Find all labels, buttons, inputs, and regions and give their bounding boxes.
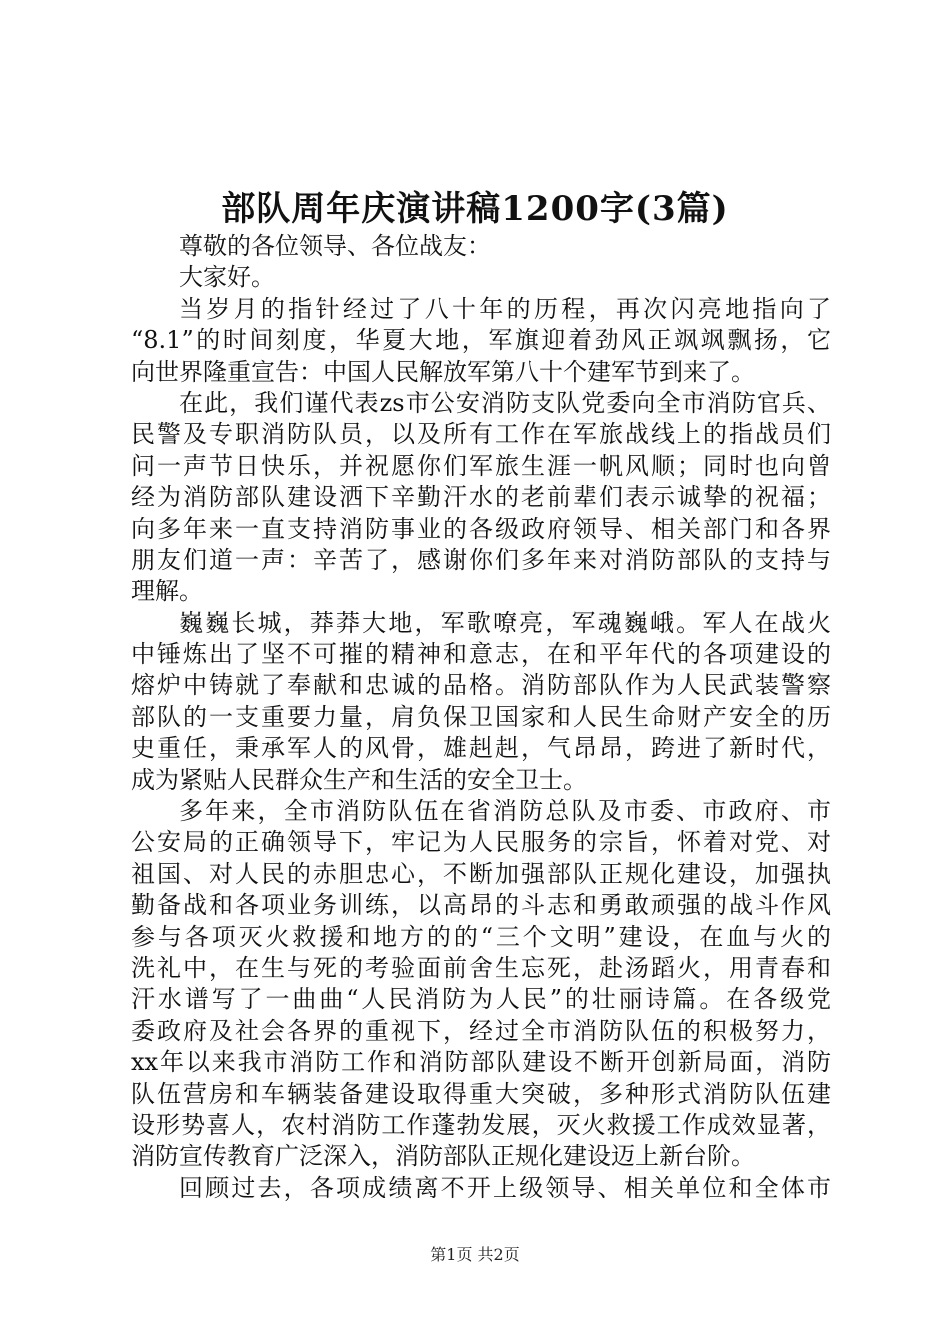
body-text-line: 多年来，全市消防队伍在省消防总队及市委、市政府、市: [179, 797, 831, 826]
body-text-line: 史重任，秉承军人的风骨，雄赳赳，气昂昂，跨进了新时代，: [131, 734, 831, 763]
body-text-line: 在此，我们谨代表zs市公安消防支队党委向全市消防官兵、: [179, 388, 831, 417]
body-text-line: 问一声节日快乐，并祝愿你们军旅生涯一帆风顺；同时也向曾: [131, 451, 831, 480]
body-text-line: 理解。: [131, 577, 203, 606]
body-text-line: 公安局的正确领导下，牢记为人民服务的宗旨，怀着对党、对: [131, 828, 831, 857]
body-text-line: 消防宣传教育广泛深入，消防部队正规化建设迈上新台阶。: [131, 1142, 755, 1171]
document-body: [131, 231, 831, 1204]
body-text-line: 经为消防部队建设洒下辛勤汗水的老前辈们表示诚挚的祝福；: [131, 483, 831, 512]
body-text-line: 参与各项灭火救援和地方的的“三个文明”建设，在血与火的: [131, 922, 831, 951]
body-text-line: 汗水谱写了一曲曲“人民消防为人民”的壮丽诗篇。在各级党: [131, 985, 831, 1014]
body-text-line: 大家好。: [179, 263, 275, 292]
body-text-line: 勤备战和各项业务训练，以高昂的斗志和勇敢顽强的战斗作风: [131, 891, 831, 920]
body-text-line: 巍巍长城，莽莽大地，军歌嘹亮，军魂巍峨。军人在战火: [179, 608, 831, 637]
page-footer: 第1页 共2页: [430, 1245, 520, 1264]
body-text-line: 当岁月的指针经过了八十年的历程，再次闪亮地指向了: [179, 294, 831, 323]
body-text-line: 成为紧贴人民群众生产和生活的安全卫士。: [131, 765, 587, 794]
body-text-line: 熔炉中铸就了奉献和忠诚的品格。消防部队作为人民武装警察: [131, 671, 831, 700]
body-text-line: “8.1”的时间刻度，华夏大地，军旗迎着劲风正飒飒飘扬，它: [131, 326, 831, 355]
body-text-line: 洗礼中，在生与死的考验面前舍生忘死，赴汤蹈火，用青春和: [131, 953, 831, 982]
body-text-line: 朋友们道一声：辛苦了，感谢你们多年来对消防部队的支持与: [131, 545, 831, 574]
body-text-line: 中锤炼出了坚不可摧的精神和意志，在和平年代的各项建设的: [131, 640, 831, 669]
body-text-line: 委政府及社会各界的重视下，经过全市消防队伍的积极努力，: [131, 1016, 831, 1045]
document-title: 部队周年庆演讲稿1200字(3篇): [221, 189, 729, 229]
body-text-line: 祖国、对人民的赤胆忠心，不断加强部队正规化建设，加强执: [131, 859, 831, 888]
body-text-line: 尊敬的各位领导、各位战友：: [179, 232, 491, 260]
body-text-line: 队伍营房和车辆装备建设取得重大突破，多种形式消防队伍建: [131, 1079, 831, 1108]
body-text-line: 部队的一支重要力量，肩负保卫国家和人民生命财产安全的历: [131, 702, 831, 731]
body-text-line: 向多年来一直支持消防事业的各级政府领导、相关部门和各界: [131, 514, 831, 543]
body-text-line: 回顾过去，各项成绩离不开上级领导、相关单位和全体市: [179, 1173, 831, 1202]
body-text-line: 向世界隆重宣告：中国人民解放军第八十个建军节到来了。: [131, 357, 755, 386]
body-text-line: 设形势喜人，农村消防工作蓬勃发展，灭火救援工作成效显著，: [131, 1110, 831, 1139]
body-text-line: 民警及专职消防队员，以及所有工作在军旅战线上的指战员们: [131, 420, 831, 449]
body-text-line: xx年以来我市消防工作和消防部队建设不断开创新局面，消防: [131, 1048, 831, 1077]
